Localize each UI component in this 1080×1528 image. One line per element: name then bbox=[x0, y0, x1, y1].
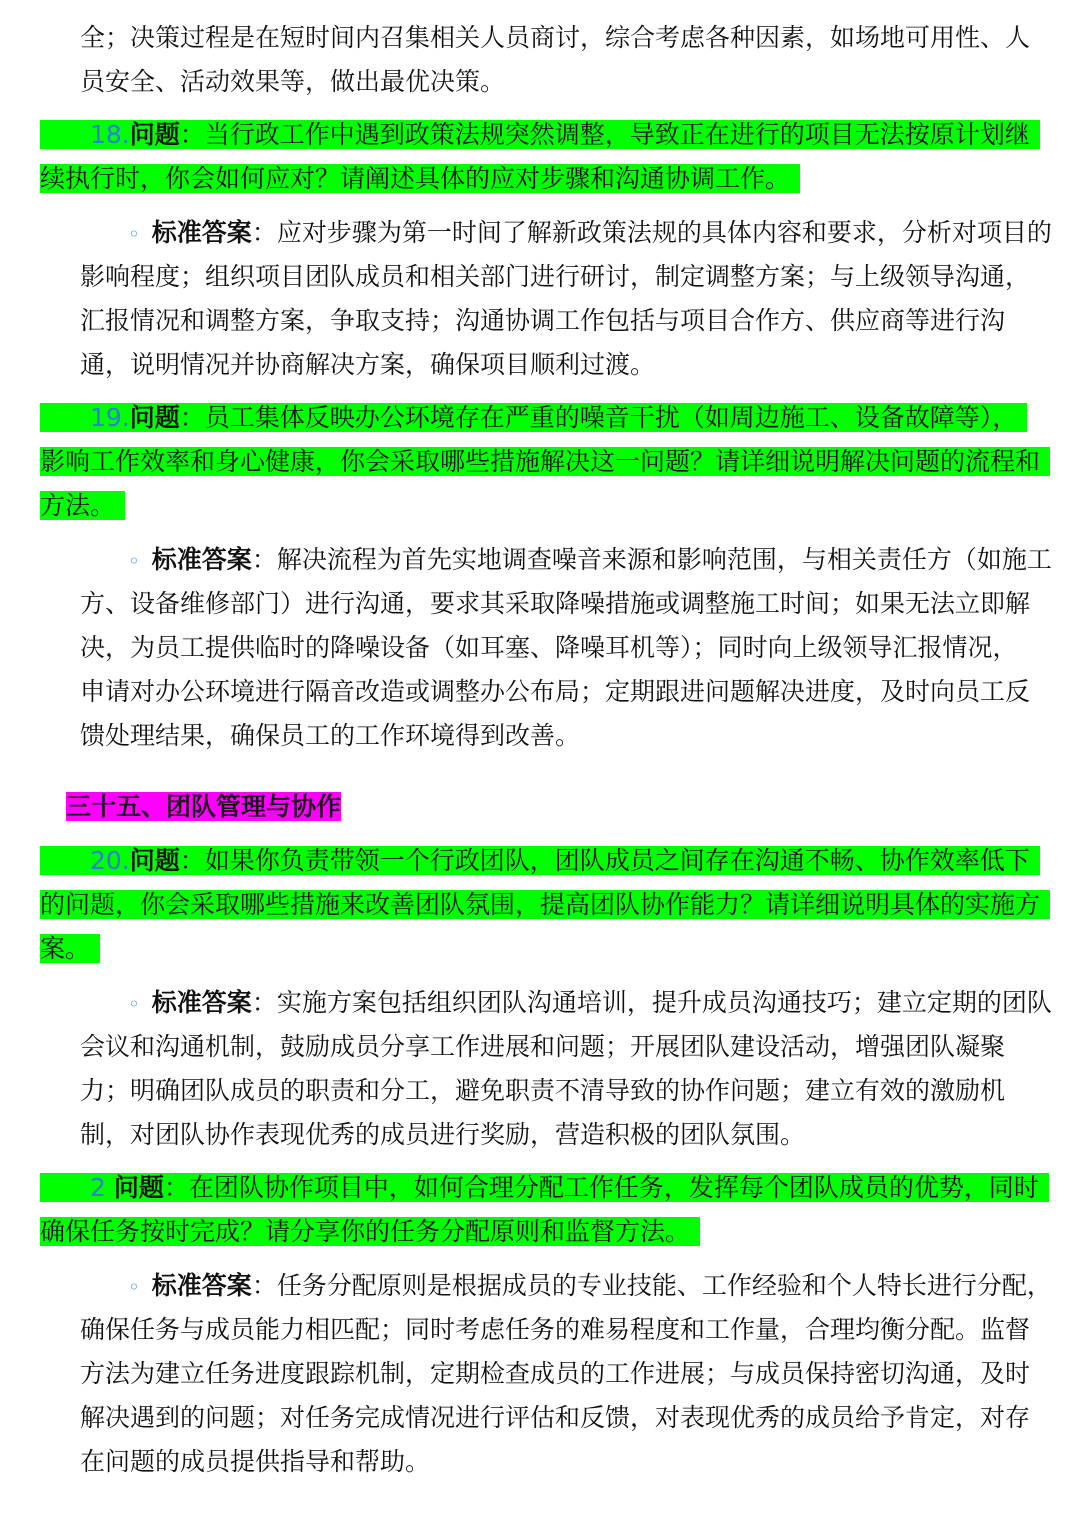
answer-20-line-3: 力；明确团队成员的职责和分工，避免职责不清导致的协作问题；建立有效的激励机 bbox=[80, 1076, 1006, 1105]
answer-21-line-2: 确保任务与成员能力相匹配；同时考虑任务的难易程度和工作量，合理均衡分配。监督 bbox=[80, 1315, 1031, 1344]
answer-21-line-5: 在问题的成员提供指导和帮助。 bbox=[80, 1447, 431, 1476]
question-21-line-2 bbox=[40, 1210, 700, 1254]
intro-line-1: 全；决策过程是在短时间内召集相关人员商讨，综合考虑各种因素，如场地可用性、人 bbox=[80, 23, 1031, 52]
question-21 bbox=[40, 1166, 1049, 1210]
question-20-line-3 bbox=[40, 927, 100, 971]
answer-label: 标准答案 bbox=[151, 1271, 252, 1300]
answer-18-line-4: 通，说明情况并协商解决方案，确保项目顺利过渡。 bbox=[80, 350, 656, 379]
answer-text: ：应对步骤为第一时间了解新政策法规的具体内容和要求，分析对项目的 bbox=[251, 218, 1052, 247]
question-label: 问题 bbox=[113, 1173, 164, 1202]
question-text: 的问题，你会采取哪些措施来改善团队氛围，提高团队协作能力？请详细说明具体的实施方 bbox=[40, 890, 1050, 919]
answer-18-line-3: 汇报情况和调整方案，争取支持；沟通协调工作包括与项目合作方、供应商等进行沟 bbox=[80, 306, 1006, 335]
answer-18 bbox=[128, 211, 1052, 255]
question-text: 影响工作效率和身心健康，你会采取哪些措施解决这一问题？请详细说明解决问题的流程和 bbox=[40, 447, 1050, 476]
answer-20 bbox=[128, 981, 1052, 1025]
question-label: 问题 bbox=[129, 846, 180, 875]
answer-19-line-4: 申请对办公环境进行隔音改造或调整办公布局；定期跟进问题解决进度，及时向员工反 bbox=[80, 677, 1031, 706]
question-text: ：员工集体反映办公环境存在严重的噪音干扰（如周边施工、设备故障等）， bbox=[179, 403, 1018, 432]
question-text: 案。 bbox=[40, 934, 100, 963]
question-label: 问题 bbox=[129, 403, 180, 432]
answer-text: ：实施方案包括组织团队沟通培训，提升成员沟通技巧；建立定期的团队 bbox=[251, 988, 1052, 1017]
bullet-icon: ◦ bbox=[128, 992, 140, 1016]
answer-21 bbox=[128, 1264, 1052, 1308]
answer-label: 标准答案 bbox=[151, 218, 252, 247]
answer-21-line-3: 方法为建立任务进度跟踪机制，定期检查成员的工作进展；与成员保持密切沟通，及时 bbox=[80, 1359, 1031, 1388]
answer-18-line-2: 影响程度；组织项目团队成员和相关部门进行研讨，制定调整方案；与上级领导沟通， bbox=[80, 262, 1031, 291]
answer-19-line-3: 决，为员工提供临时的降噪设备（如耳塞、降噪耳机等）；同时向上级领导汇报情况， bbox=[80, 633, 1018, 662]
question-number: 20. bbox=[90, 846, 130, 875]
answer-19 bbox=[128, 538, 1052, 582]
question-text: ：如果你负责带领一个行政团队，团队成员之间存在沟通不畅、协作效率低下 bbox=[179, 846, 1030, 875]
answer-text: ：解决流程为首先实地调查噪音来源和影响范围，与相关责任方（如施工 bbox=[251, 545, 1052, 574]
question-19 bbox=[40, 396, 1027, 440]
answer-text: ：任务分配原则是根据成员的专业技能、工作经验和个人特长进行分配， bbox=[251, 1271, 1052, 1300]
answer-20-line-4: 制，对团队协作表现优秀的成员进行奖励，营造积极的团队氛围。 bbox=[80, 1120, 806, 1149]
answer-21-line-4: 解决遇到的问题；对任务完成情况进行评估和反馈，对表现优秀的成员给予肯定，对存 bbox=[80, 1403, 1031, 1432]
question-18-line-2 bbox=[40, 157, 800, 201]
question-label: 问题 bbox=[129, 120, 180, 149]
question-19-line-3 bbox=[40, 484, 125, 528]
question-number: 18. bbox=[90, 120, 130, 149]
bullet-icon: ◦ bbox=[128, 1275, 140, 1299]
question-text: 续执行时，你会如何应对？请阐述具体的应对步骤和沟通协调工作。 bbox=[40, 164, 800, 193]
answer-20-line-2: 会议和沟通机制，鼓励成员分享工作进展和问题；开展团队建设活动，增强团队凝聚 bbox=[80, 1032, 1006, 1061]
question-number: 19. bbox=[90, 403, 130, 432]
section-heading bbox=[66, 785, 341, 829]
question-text: 方法。 bbox=[40, 491, 125, 520]
intro-line-2: 员安全、活动效果等，做出最优决策。 bbox=[80, 67, 506, 96]
question-20-line-2 bbox=[40, 883, 1050, 927]
question-text: 确保任务按时完成？请分享你的任务分配原则和监督方法。 bbox=[40, 1217, 700, 1246]
question-18 bbox=[40, 113, 1040, 157]
answer-label: 标准答案 bbox=[151, 988, 252, 1017]
question-text: ：在团队协作项目中，如何合理分配工作任务，发挥每个团队成员的优势，同时 bbox=[163, 1173, 1039, 1202]
bullet-icon: ◦ bbox=[128, 222, 140, 246]
question-text: ：当行政工作中遇到政策法规突然调整，导致正在进行的项目无法按原计划继 bbox=[179, 120, 1030, 149]
bullet-icon: ◦ bbox=[128, 549, 140, 573]
answer-label: 标准答案 bbox=[151, 545, 252, 574]
answer-19-line-2: 方、设备维修部门）进行沟通，要求其采取降噪措施或调整施工时间；如果无法立即解 bbox=[80, 589, 1031, 618]
question-number: 2 bbox=[90, 1173, 106, 1202]
section-title: 三十五、团队管理与协作 bbox=[66, 792, 342, 821]
answer-19-line-5: 馈处理结果，确保员工的工作环境得到改善。 bbox=[80, 721, 581, 750]
question-19-line-2 bbox=[40, 440, 1050, 484]
question-20 bbox=[40, 839, 1040, 883]
